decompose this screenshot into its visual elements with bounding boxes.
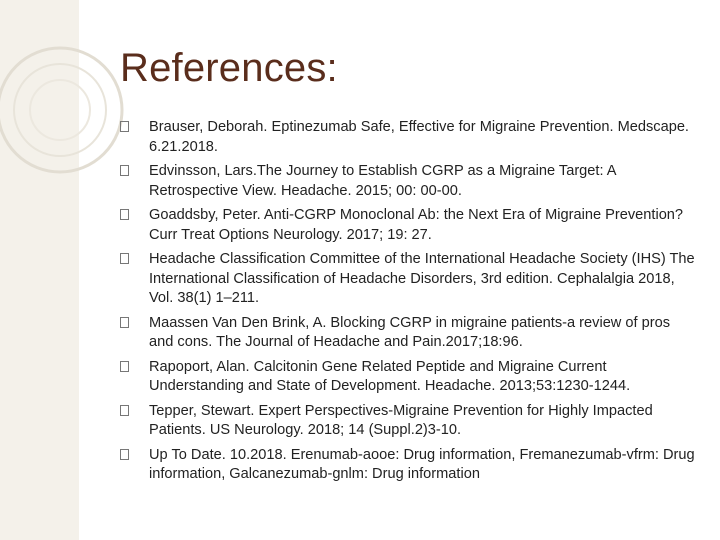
square-bullet-icon	[120, 317, 129, 328]
reference-item	[120, 162, 695, 201]
reference-text: Goaddsby, Peter. Anti-CGRP Monoclonal Ab: the Next Era of Migraine Prevention? Curr Treat Options Neurology. 2017; 19: 27.	[149, 207, 684, 243]
reference-text: Maassen Van Den Brink, A. Blocking CGRP in migraine patients-a review of pros and cons. The Journal of Headache and Pain.2017;18:96.	[149, 314, 671, 350]
reference-text: Tepper, Stewart. Expert Perspectives-Migraine Prevention for Highly Impacted Patients. US Neurology. 2018; 14 (Suppl.2)3-10.	[149, 402, 653, 438]
square-bullet-icon	[120, 405, 129, 416]
slide-title: References:	[120, 46, 338, 90]
square-bullet-icon	[120, 209, 129, 220]
square-bullet-icon	[120, 449, 129, 460]
square-bullet-icon	[120, 165, 129, 176]
reference-item	[120, 314, 695, 353]
reference-item	[120, 402, 695, 441]
references-list	[120, 118, 695, 490]
reference-item	[120, 250, 695, 309]
reference-item	[120, 118, 695, 157]
slide-side-band	[0, 0, 79, 540]
reference-item	[120, 446, 695, 485]
reference-text: Brauser, Deborah. Eptinezumab Safe, Effective for Migraine Prevention. Medscape. 6.21.2018.	[149, 119, 689, 155]
square-bullet-icon	[120, 361, 129, 372]
reference-item	[120, 206, 695, 245]
reference-text: Rapoport, Alan. Calcitonin Gene Related Peptide and Migraine Current Understanding and State of Development. Headache. 2013;53:1230-1244.	[149, 358, 631, 394]
reference-item	[120, 358, 695, 397]
square-bullet-icon	[120, 121, 129, 132]
square-bullet-icon	[120, 253, 129, 264]
reference-text: Edvinsson, Lars.The Journey to Establish CGRP as a Migraine Target: A Retrospective View. Headache. 2015; 00: 00-00.	[149, 163, 616, 199]
reference-text: Headache Classification Committee of the International Headache Society (IHS) The International Classification of Headache Disorders, 3rd edition. Cephalalgia 2018, Vol. 38(1) 1–211.	[149, 251, 695, 306]
reference-text: Up To Date. 10.2018. Erenumab-aooe: Drug information, Fremanezumab-vfrm: Drug information, Galcanezumab-gnlm: Drug information	[149, 446, 695, 482]
